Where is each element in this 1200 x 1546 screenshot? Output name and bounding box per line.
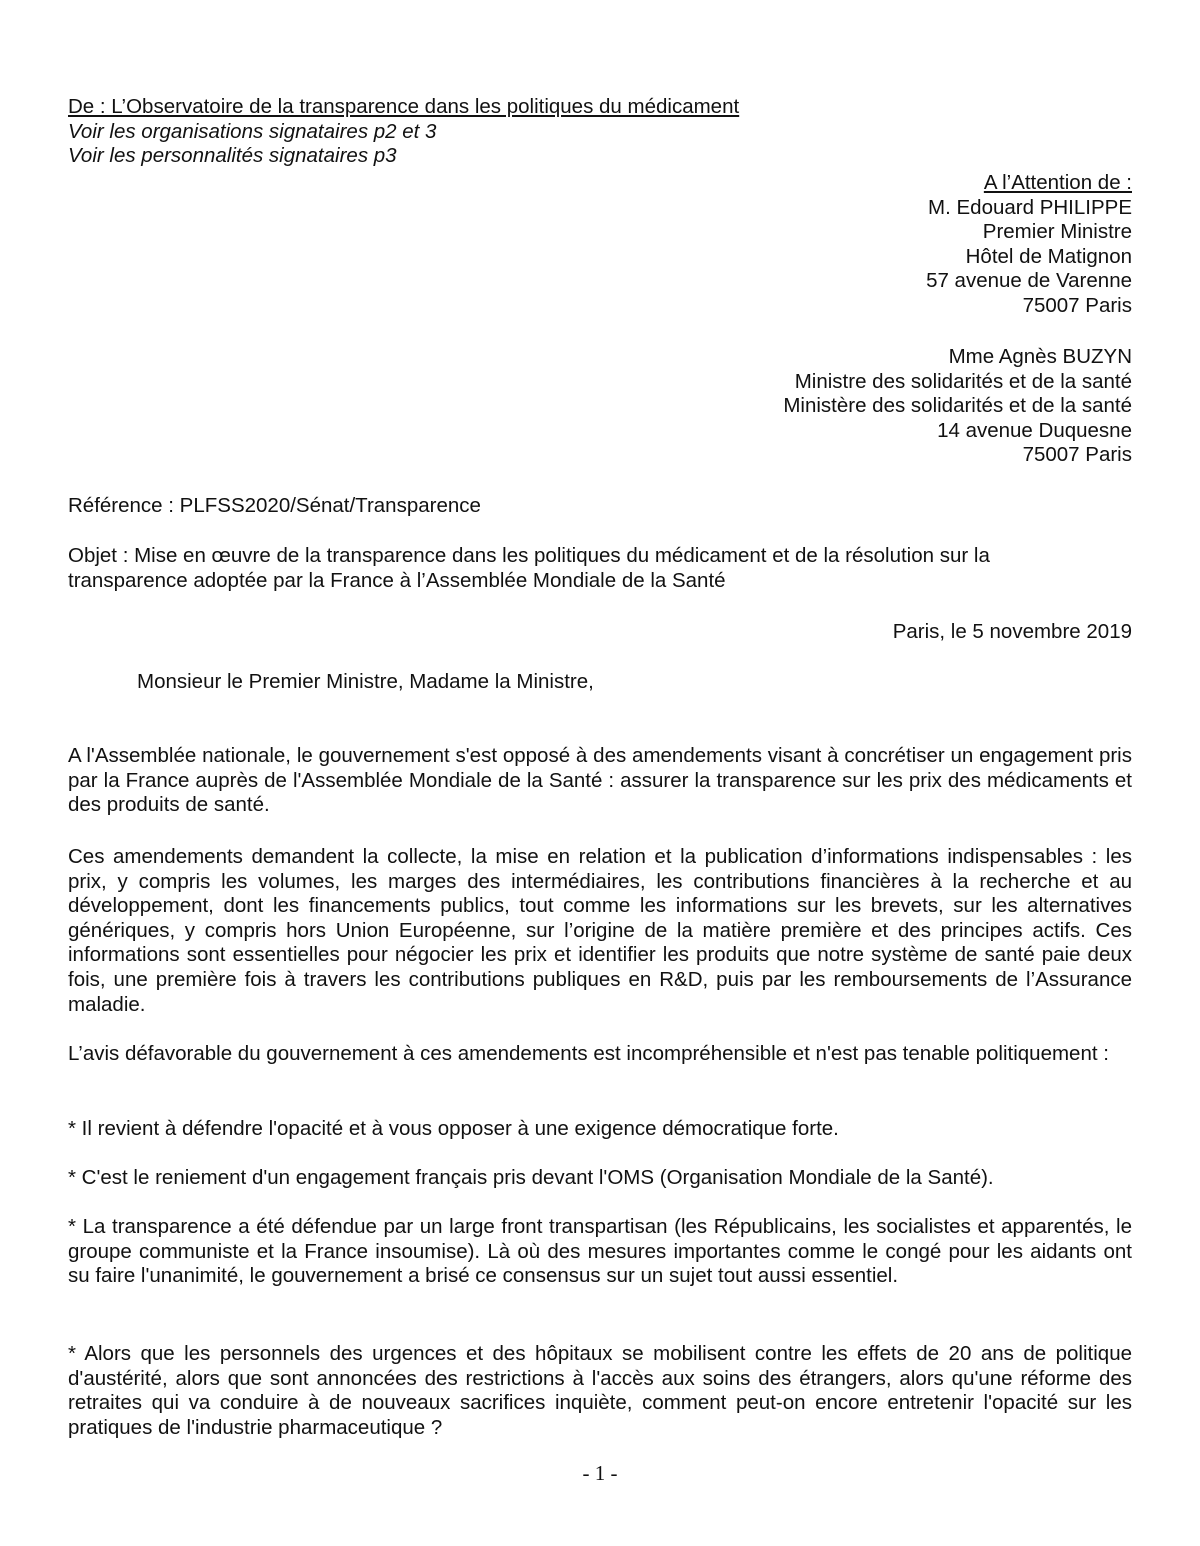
- page-number: - 1 -: [582, 1461, 618, 1485]
- bullet-point: * C'est le reniement d'un engagement français pris devant l'OMS (Organisation Mondiale de la Santé).: [68, 1166, 994, 1189]
- body-paragraph: Ces amendements demandent la collecte, la mise en relation et la publication d’informations indispensables : les prix, y compris les volumes, les marges des intermédiaires, les contributions financières à la recherche et au développement, dont les financements publics, tout comme les informations sur les brevets, sur les alternatives génériques, y compris hors Union Européenne, sur l’origine de la matière première et des principes actifs. Ces informations sont essentielles pour négocier les prix et identifier les produits que notre système de santé paie deux fois, une première fois à travers les contributions publiques en R&D, puis par les remboursements de l’Assurance maladie.: [68, 845, 1132, 1016]
- recipient-address-1: [432, 171, 1132, 319]
- sender-personalities-note: Voir les personnalités signataires p3: [68, 144, 397, 168]
- subject-line-1: Objet : Mise en œuvre de la transparence dans les politiques du médicament et de la résolution sur la: [68, 544, 990, 567]
- recipient-1-city: 75007 Paris: [1022, 293, 1132, 317]
- recipient-1-building: Hôtel de Matignon: [965, 244, 1132, 268]
- bullet-point: * Alors que les personnels des urgences et des hôpitaux se mobilisent contre les effets de 20 ans de politique d'austérité, alors que sont annoncées des restrictions à l'accès aux soins des étrangers, alors qu'une réforme des retraites qui va conduire à de nouveaux sacrifices inquiète, comment peut-on encore entretenir l'opacité sur les pratiques de l'industrie pharmaceutique ?: [68, 1342, 1132, 1439]
- recipient-2-street: 14 avenue Duquesne: [937, 418, 1132, 442]
- subject-line-2: transparence adoptée par la France à l’Assemblée Mondiale de la Santé: [68, 568, 726, 592]
- attention-label: A l’Attention de :: [983, 171, 1132, 194]
- recipient-2-city: 75007 Paris: [1022, 443, 1132, 467]
- sender-block: [68, 95, 1138, 169]
- recipient-2-role: Ministre des solidarités et de la santé: [794, 369, 1132, 393]
- sender-from-line: De : L’Observatoire de la transparence dans les politiques du médicament: [68, 95, 740, 118]
- body-paragraph: L’avis défavorable du gouvernement à ces amendements est incompréhensible et n'est pas tenable politiquement :: [68, 1042, 1109, 1065]
- letter-date: Paris, le 5 novembre 2019: [892, 620, 1132, 643]
- recipient-2-ministry: Ministère des solidarités et de la santé: [783, 394, 1132, 418]
- recipient-1-name: M. Edouard PHILIPPE: [928, 195, 1132, 219]
- body-paragraph: A l'Assemblée nationale, le gouvernement s'est opposé à des amendements visant à concrétiser un engagement pris par la France auprès de l'Assemblée Mondiale de la Santé : assurer la transparence sur les prix des médicaments et des produits de santé.: [68, 744, 1132, 817]
- sender-organisations-note: Voir les organisations signataires p2 et 3: [68, 119, 437, 143]
- recipient-1-role: Premier Ministre: [982, 220, 1132, 244]
- bullet-point: * La transparence a été défendue par un large front transpartisan (les Républicains, les socialistes et apparentés, le groupe communiste et la France insoumise). Là où des mesures importantes comme le congé pour les aidants ont su faire l'unanimité, le gouvernement a brisé ce consensus sur un sujet tout aussi essentiel.: [68, 1215, 1132, 1288]
- reference-line: Référence : PLFSS2020/Sénat/Transparence: [68, 494, 481, 517]
- salutation: Monsieur le Premier Ministre, Madame la Ministre,: [137, 670, 594, 693]
- subject-block: [68, 544, 1138, 593]
- bullet-point: * Il revient à défendre l'opacité et à vous opposer à une exigence démocratique forte.: [68, 1117, 839, 1140]
- recipient-2-name: Mme Agnès BUZYN: [948, 345, 1132, 368]
- recipient-1-street: 57 avenue de Varenne: [926, 269, 1132, 293]
- recipient-address-2: [432, 345, 1132, 468]
